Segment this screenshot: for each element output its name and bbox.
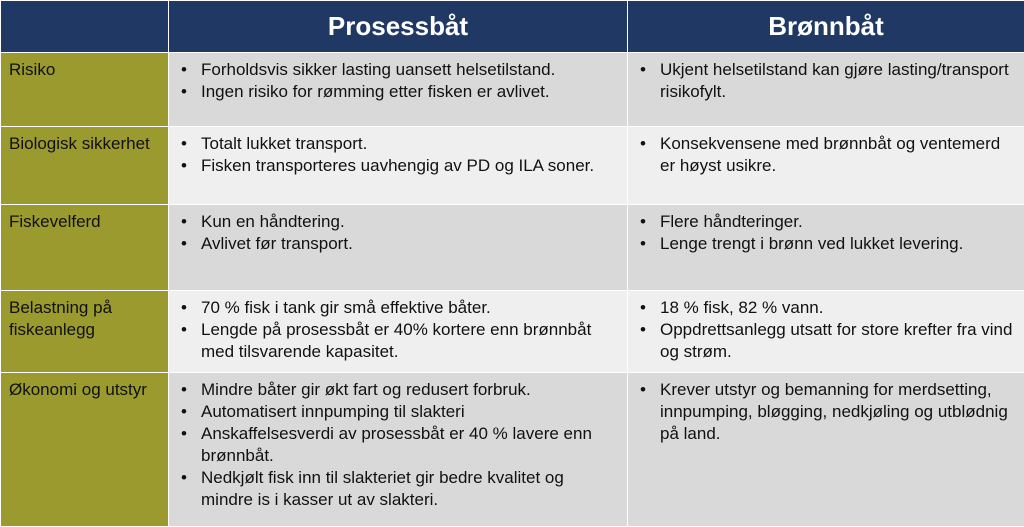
bullet-icon: •: [640, 133, 646, 155]
row-label: Biologisk sikkerhet: [1, 127, 169, 205]
list-item: [177, 319, 619, 363]
prosessbat-cell: [169, 205, 628, 291]
prosessbat-cell: [169, 373, 628, 527]
list-item-text: Ukjent helsetilstand kan gjøre lasting/transport risikofylt.: [660, 60, 1009, 101]
table-row: [1, 127, 1024, 205]
list-item-text: Avlivet før transport.: [201, 234, 353, 253]
header-row: [1, 1, 1024, 53]
list-item-text: Lenge trengt i brønn ved lukket levering.: [660, 234, 963, 253]
list-item-text: 70 % fisk i tank gir små effektive båter.: [201, 298, 491, 317]
bronnbat-cell: [628, 291, 1024, 373]
bullet-list: [177, 211, 619, 255]
bullet-list: [636, 379, 1016, 445]
list-item-text: Totalt lukket transport.: [201, 134, 367, 153]
table-row: [1, 53, 1024, 127]
list-item: [177, 233, 619, 255]
list-item: [177, 81, 619, 103]
list-item: [177, 423, 619, 467]
bullet-icon: •: [181, 211, 187, 233]
list-item: [636, 319, 1016, 363]
bullet-icon: •: [181, 319, 187, 341]
list-item: [177, 379, 619, 401]
bullet-icon: •: [181, 155, 187, 177]
list-item: [636, 233, 1016, 255]
list-item-text: Konsekvensene med brønnbåt og ventemerd er høyst usikre.: [660, 134, 1000, 175]
list-item: [636, 133, 1016, 177]
list-item-text: Automatisert innpumping til slakteri: [201, 402, 465, 421]
list-item: [636, 211, 1016, 233]
row-label: Risiko: [1, 53, 169, 127]
list-item-text: Oppdrettsanlegg utsatt for store krefter fra vind og strøm.: [660, 320, 1012, 361]
bronnbat-cell: [628, 127, 1024, 205]
list-item: [636, 59, 1016, 103]
list-item: [177, 155, 619, 177]
list-item-text: 18 % fisk, 82 % vann.: [660, 298, 823, 317]
list-item: [177, 211, 619, 233]
bullet-list: [177, 133, 619, 177]
header-prosessbat: Prosessbåt: [169, 1, 628, 53]
list-item-text: Fisken transporteres uavhengig av PD og ILA soner.: [201, 156, 594, 175]
bullet-list: [636, 211, 1016, 255]
header-empty-cell: [1, 1, 169, 53]
table-body: [1, 53, 1024, 527]
table-row: [1, 373, 1024, 527]
bullet-icon: •: [181, 467, 187, 489]
prosessbat-cell: [169, 291, 628, 373]
list-item: [177, 467, 619, 511]
prosessbat-cell: [169, 127, 628, 205]
bronnbat-cell: [628, 205, 1024, 291]
bullet-icon: •: [181, 423, 187, 445]
bullet-icon: •: [640, 233, 646, 255]
bullet-icon: •: [640, 211, 646, 233]
bullet-icon: •: [181, 401, 187, 423]
bullet-list: [636, 59, 1016, 103]
bullet-icon: •: [640, 59, 646, 81]
row-label: Økonomi og utstyr: [1, 373, 169, 527]
list-item-text: Flere håndteringer.: [660, 212, 803, 231]
list-item-text: Forholdsvis sikker lasting uansett helsetilstand.: [201, 60, 555, 79]
bullet-icon: •: [181, 133, 187, 155]
table-row: [1, 205, 1024, 291]
list-item-text: Mindre båter gir økt fart og redusert forbruk.: [201, 380, 531, 399]
list-item: [636, 379, 1016, 445]
list-item-text: Nedkjølt fisk inn til slakteriet gir bedre kvalitet og mindre is i kasser ut av slakteri.: [201, 468, 564, 509]
list-item-text: Krever utstyr og bemanning for merdsetting, innpumping, bløgging, nedkjøling og utblødnig på land.: [660, 380, 1008, 443]
bullet-icon: •: [640, 319, 646, 341]
bullet-icon: •: [640, 297, 646, 319]
list-item-text: Kun en håndtering.: [201, 212, 345, 231]
list-item: [177, 59, 619, 81]
bronnbat-cell: [628, 53, 1024, 127]
bullet-list: [636, 297, 1016, 363]
bullet-icon: •: [181, 233, 187, 255]
bullet-list: [177, 59, 619, 103]
bronnbat-cell: [628, 373, 1024, 527]
row-label: Belastning på fiskeanlegg: [1, 291, 169, 373]
list-item: [177, 297, 619, 319]
header-bronnbat: Brønnbåt: [628, 1, 1024, 53]
list-item-text: Ingen risiko for rømming etter fisken er avlivet.: [201, 82, 550, 101]
prosessbat-cell: [169, 53, 628, 127]
table-row: [1, 291, 1024, 373]
bullet-list: [177, 297, 619, 363]
bullet-list: [636, 133, 1016, 177]
bullet-icon: •: [181, 59, 187, 81]
list-item: [177, 401, 619, 423]
list-item-text: Anskaffelsesverdi av prosessbåt er 40 % lavere enn brønnbåt.: [201, 424, 592, 465]
bullet-icon: •: [181, 379, 187, 401]
bullet-icon: •: [181, 81, 187, 103]
bullet-icon: •: [181, 297, 187, 319]
row-label: Fiskevelferd: [1, 205, 169, 291]
list-item: [636, 297, 1016, 319]
list-item: [177, 133, 619, 155]
bullet-icon: •: [640, 379, 646, 401]
list-item-text: Lengde på prosessbåt er 40% kortere enn brønnbåt med tilsvarende kapasitet.: [201, 320, 591, 361]
bullet-list: [177, 379, 619, 511]
